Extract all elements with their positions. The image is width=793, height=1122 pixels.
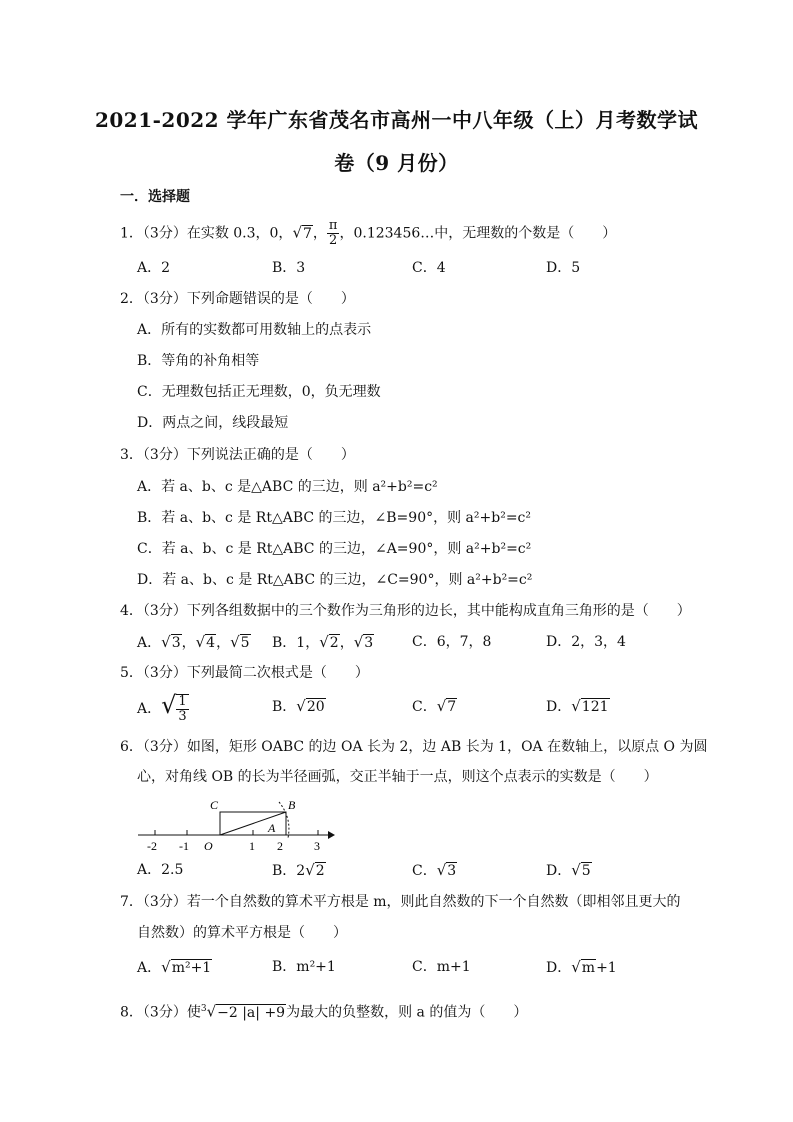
sqrt-sign: √: [206, 1002, 217, 1021]
sqrt-sign: √: [353, 633, 364, 651]
sqrt-sign: √: [436, 697, 447, 715]
q5-option-a[interactable]: [137, 691, 189, 724]
q7-d-tail: +1: [596, 960, 617, 976]
q1-two: 2: [329, 233, 338, 248]
q1-pi: π: [328, 218, 338, 233]
q4-a-r3: 5: [240, 635, 250, 651]
q6-number-line-figure: [136, 796, 336, 854]
q6-option-d[interactable]: [546, 860, 592, 881]
q7-d-r: m: [581, 960, 596, 976]
q4-a-r2: 4: [206, 635, 216, 651]
tick-label-1: 1: [249, 839, 255, 853]
question-4-stem: 4．（3分）下列各组数据中的三个数作为三角形的边长，其中能构成直角三角形的是（ ）: [120, 603, 691, 619]
q4-option-c[interactable]: C．6，7，8: [412, 634, 492, 650]
sqrt-sign: √: [305, 861, 315, 879]
exam-title-line1: 2021-2022 学年广东省茂名市高州一中八年级（上）月考数学试: [94, 108, 699, 132]
q7-a-label: A．: [137, 960, 162, 976]
q2-option-a[interactable]: A．所有的实数都可用数轴上的点表示: [137, 322, 372, 338]
q1-pi-fraction: [327, 219, 340, 248]
q2-option-b[interactable]: B．等角的补角相等: [137, 353, 260, 369]
q4-a-label: A．: [137, 635, 162, 651]
q6-c-r: 3: [447, 863, 457, 879]
q5-option-d[interactable]: [546, 696, 610, 717]
q5-b-r: 20: [306, 699, 325, 715]
q8-stem-a: 8．（3分）使: [120, 1004, 201, 1021]
q8-cube-index: 3: [200, 1004, 207, 1014]
q7-d-label: D．: [546, 960, 572, 976]
q3-option-a[interactable]: A．若 a、b、c 是△ABC 的三边，则 a²+b²=c²: [137, 479, 438, 495]
q7-option-d[interactable]: [546, 957, 617, 978]
question-5-stem: 5．（3分）下列最简二次根式是（ ）: [120, 665, 369, 681]
q1-option-d[interactable]: D．5: [546, 260, 581, 276]
sqrt-sign: √: [161, 958, 171, 976]
q5-a-fraction: [176, 694, 188, 724]
sqrt-sign: √: [195, 633, 206, 651]
q4-option-b[interactable]: B．1，√2，√3: [272, 633, 374, 651]
q3-option-c[interactable]: C．若 a、b、c 是 Rt△ABC 的三边，∠A=90°，则 a²+b²=c²: [137, 541, 532, 557]
q4-b-label: B．1，: [272, 635, 320, 651]
q7-option-a[interactable]: [137, 957, 212, 978]
section-heading: 一．选择题: [120, 189, 190, 205]
q5-a-num: 1: [178, 694, 187, 709]
q3-option-d[interactable]: D．若 a、b、c 是 Rt△ABC 的三边，∠C=90°，则 a²+b²=c²: [137, 572, 533, 588]
q7-option-b[interactable]: B．m²+1: [272, 959, 336, 975]
q8-stem-b: 为最大的负整数，则 a 的值为（ ）: [286, 1004, 528, 1021]
q2-option-d[interactable]: D．两点之间，线段最短: [137, 415, 289, 431]
q1-option-b[interactable]: B．3: [272, 260, 306, 276]
question-7-stem-line2: 自然数）的算术平方根是（ ）: [137, 925, 347, 941]
q7-a-r: m²+1: [171, 960, 212, 976]
exam-title-line2: 卷（9 月份）: [334, 151, 459, 175]
q5-a-den: 3: [178, 709, 187, 724]
label-A: A: [268, 821, 276, 835]
sqrt-sign: √: [161, 633, 171, 651]
q3-option-b[interactable]: B．若 a、b、c 是 Rt△ABC 的三边，∠B=90°，则 a²+b²=c²: [137, 510, 532, 526]
q6-option-c[interactable]: [412, 860, 457, 881]
q6-option-a[interactable]: A．2.5: [137, 862, 184, 878]
q6-b-r: 2: [315, 863, 325, 879]
label-O: O: [204, 839, 213, 853]
q8-radicand: −2 |a| +9: [217, 1004, 286, 1021]
question-6-stem-line1: 6．（3分）如图，矩形 OABC 的边 OA 长为 2，边 AB 长为 1，OA 在数轴上，以原点 O 为圆: [120, 739, 708, 755]
question-6-stem-line2: 心，对角线 OB 的长为半径画弧，交正半轴于一点，则这个点表示的实数是（ ）: [137, 769, 658, 785]
q4-b-r1: 2: [329, 635, 339, 651]
question-7-stem-line1: 7．（3分）若一个自然数的算术平方根是 m，则此自然数的下一个自然数（即相邻且更大的: [120, 894, 681, 910]
q4-a-r1: 3: [171, 635, 181, 651]
q5-a-label: A．: [137, 701, 162, 717]
sqrt-sign: √: [436, 861, 447, 879]
tick-label-m1: -1: [179, 839, 189, 853]
q7-option-c[interactable]: C．m+1: [412, 959, 471, 975]
label-C: C: [210, 798, 219, 812]
q1-option-c[interactable]: C．4: [412, 260, 446, 276]
q4-option-a[interactable]: A．√3，√4，√5: [137, 633, 250, 651]
sqrt-sign: √: [230, 633, 240, 651]
q6-b-label: B．2: [272, 863, 306, 879]
q6-c-label: C．: [412, 863, 437, 879]
question-3-stem: 3．（3分）下列说法正确的是（ ）: [120, 447, 355, 463]
q6-option-b[interactable]: [272, 860, 326, 881]
q5-d-r: 121: [581, 699, 609, 715]
sqrt-sign: √: [571, 697, 581, 715]
q1-stem-b: ，0.123456…中，无理数的个数是（ ）: [339, 225, 617, 242]
sqrt-sign: √: [571, 958, 581, 976]
question-8-stem: [120, 999, 527, 1023]
q6-d-r: 5: [581, 863, 591, 879]
sqrt-sign: √: [319, 633, 329, 651]
question-1-stem: 1．（3分）在实数 0.3，0，√7， $\frac{\pi}{2}$ ，0.123456…中，无理数的个数是（ ）: [120, 218, 617, 248]
q2-option-c[interactable]: C．无理数包括正无理数，0，负无理数: [137, 384, 381, 400]
axis-arrow-icon: [328, 831, 335, 839]
tick-label-3: 3: [314, 839, 320, 853]
q1-sqrt7: 7: [303, 225, 312, 242]
label-B: B: [288, 798, 296, 812]
tick-label-m2: -2: [147, 839, 157, 853]
q5-c-label: C．: [412, 699, 437, 715]
q1-option-a[interactable]: A．2: [137, 260, 171, 276]
sqrt-sign: √: [161, 691, 177, 719]
sqrt-sign: √: [296, 697, 306, 715]
question-2-stem: 2．（3分）下列命题错误的是（ ）: [120, 291, 355, 307]
q1-stem-a: 1．（3分）在实数 0.3，0，: [120, 225, 293, 242]
tick-label-2: 2: [277, 839, 283, 853]
q5-c-r: 7: [447, 699, 457, 715]
q5-d-label: D．: [546, 699, 572, 715]
q4-option-d[interactable]: D．2，3，4: [546, 634, 626, 650]
q5-option-c[interactable]: [412, 696, 457, 717]
q4-b-r2: 3: [364, 635, 374, 651]
q5-b-label: B．: [272, 699, 297, 715]
q6-d-label: D．: [546, 863, 572, 879]
sqrt-sign: √: [571, 861, 581, 879]
q5-option-b[interactable]: [272, 696, 326, 717]
sqrt-sign: √: [292, 223, 302, 242]
